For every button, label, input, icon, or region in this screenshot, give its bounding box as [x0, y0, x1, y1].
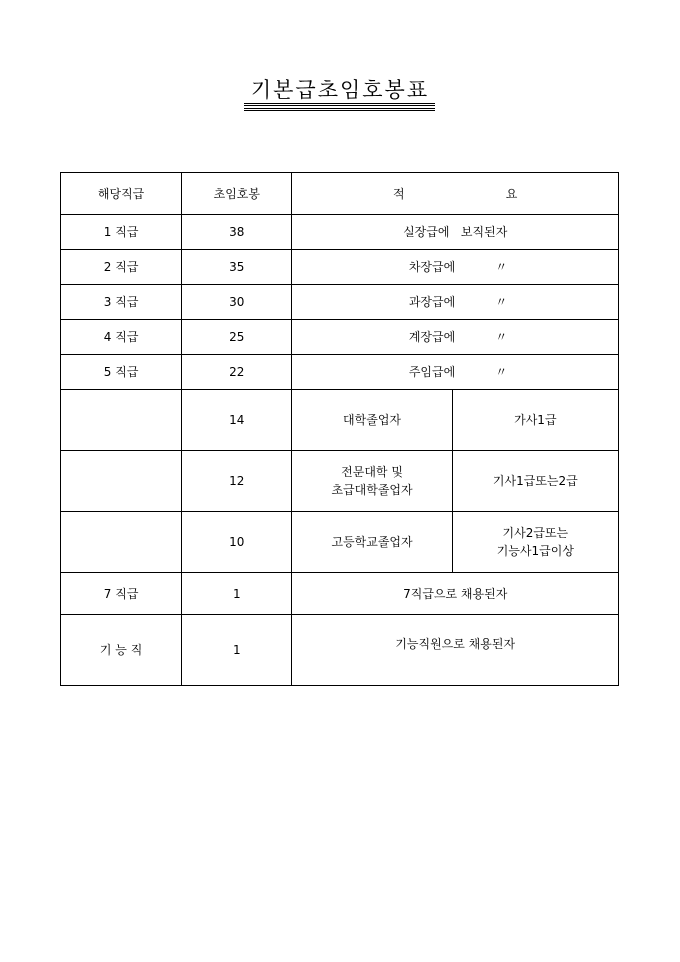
table-row	[61, 355, 619, 390]
step-cell: 1	[182, 615, 292, 686]
table-row	[61, 615, 619, 686]
education-cell: 고등학교졸업자	[292, 512, 452, 573]
table-row	[61, 285, 619, 320]
requirement-cell	[292, 320, 619, 355]
grade-cell-empty	[61, 451, 182, 512]
header-req-left: 적	[392, 186, 405, 201]
step-cell: 14	[182, 390, 292, 451]
table-row	[61, 250, 619, 285]
grade-cell: 2 직급	[61, 250, 182, 285]
grade-cell: 4 직급	[61, 320, 182, 355]
education-cell: 대학졸업자	[292, 390, 452, 451]
table-row	[61, 320, 619, 355]
grade-cell-empty	[61, 512, 182, 573]
table-row	[61, 512, 619, 573]
salary-step-table	[60, 172, 619, 686]
requirement-cell: 7직급으로 채용된자	[292, 573, 619, 615]
page-title: 기본급초임호봉표	[250, 78, 430, 102]
requirement-text: 과장급에	[408, 295, 456, 309]
license-line: 기사2급또는	[502, 526, 569, 540]
grade-cell: 3 직급	[61, 285, 182, 320]
requirement-text: 기능직원으로 채용된자	[395, 637, 516, 651]
license-cell: 기사1급또는2급	[452, 451, 618, 512]
requirement-cell	[292, 250, 619, 285]
step-cell: 22	[182, 355, 292, 390]
step-cell: 25	[182, 320, 292, 355]
license-cell: 가사1급	[452, 390, 618, 451]
requirement-text: 주임급에	[408, 365, 456, 379]
requirement-text: 차장급에	[408, 260, 456, 274]
header-req-right: 요	[505, 186, 518, 201]
table-row	[61, 573, 619, 615]
header-requirements	[292, 173, 619, 215]
table-row	[61, 451, 619, 512]
grade-cell: 기 능 직	[61, 615, 182, 686]
education-line: 전문대학 및	[341, 465, 403, 479]
requirement-cell	[292, 215, 619, 250]
table-row	[61, 390, 619, 451]
requirement-text: 계장급에	[408, 330, 456, 344]
education-line: 초급대학졸업자	[331, 483, 413, 497]
license-line: 기능사1급이상	[496, 544, 574, 558]
header-step: 초임호봉	[182, 173, 292, 215]
step-cell: 1	[182, 573, 292, 615]
grade-cell: 5 직급	[61, 355, 182, 390]
table-header-row	[61, 173, 619, 215]
grade-cell: 1 직급	[61, 215, 182, 250]
ditto-mark: 〃	[495, 260, 508, 274]
step-cell: 35	[182, 250, 292, 285]
step-cell: 10	[182, 512, 292, 573]
grade-cell-empty	[61, 390, 182, 451]
license-cell	[452, 512, 618, 573]
requirement-cell	[292, 285, 619, 320]
grade-cell: 7 직급	[61, 573, 182, 615]
ditto-mark: 〃	[495, 330, 508, 344]
ditto-mark: 〃	[495, 295, 508, 309]
requirement-note: 보직된자	[460, 225, 508, 239]
ditto-mark: 〃	[495, 365, 508, 379]
header-grade: 해당직급	[61, 173, 182, 215]
education-cell	[292, 451, 452, 512]
requirement-cell	[292, 615, 619, 686]
requirement-text: 실장급에	[403, 225, 450, 239]
requirement-cell	[292, 355, 619, 390]
table-row	[61, 215, 619, 250]
title-double-underline	[244, 103, 435, 111]
step-cell: 30	[182, 285, 292, 320]
step-cell: 12	[182, 451, 292, 512]
step-cell: 38	[182, 215, 292, 250]
